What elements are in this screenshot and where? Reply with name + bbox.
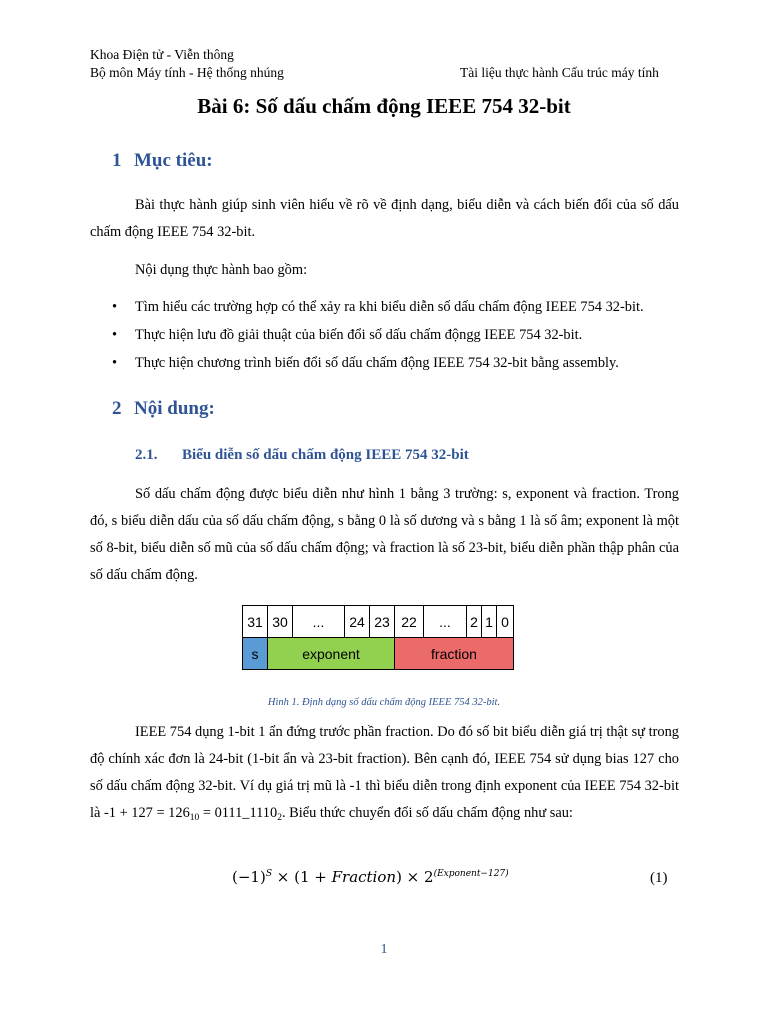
bullet-icon: •	[112, 299, 118, 315]
objective-list	[90, 298, 690, 382]
field-row	[243, 638, 514, 670]
bit-label: 1	[482, 606, 497, 638]
bit-label: 2	[467, 606, 482, 638]
bit-label: 30	[268, 606, 293, 638]
subsection-2-1-number: 2.1.	[135, 447, 158, 463]
page-number: 1	[380, 942, 388, 957]
section-1-heading	[112, 150, 412, 174]
section-2-title: Nội dung:	[134, 398, 215, 419]
section-2-paragraph-1: Số dấu chấm động được biểu diễn như hình 1 bằng 3 trường: s, exponent và fraction. Trong đó, s biểu diễn dấu của số dấu chấm động, s bằng 0 là số dương và s bằng 1 là số âm; exponent là một số 8-bit, biểu diễn số mũ của số dấu chấm động; và fraction là số 23-bit, biểu diễn phần thập phân của số dấu chấm động.	[90, 486, 679, 583]
list-item: • Thực hiện chương trình biến đổi số dấu chấm động IEEE 754 32-bit bằng assembly.	[112, 355, 619, 371]
figure-caption: Hình 1. Định dạng số dấu chấm động IEEE 754 32-bit.	[267, 697, 501, 708]
field-exponent: exponent	[268, 638, 395, 670]
list-item: • Tìm hiểu các trường hợp có thể xảy ra khi biểu diễn số dấu chấm động IEEE 754 32-bit.	[112, 299, 644, 315]
section-1-number: 1	[112, 150, 122, 171]
bit-label: 31	[243, 606, 268, 638]
section-1-intro: Bài thực hành giúp sinh viên hiểu về rõ về định dạng, biểu diễn và cách biến đổi của số dấu chấm động IEEE 754 32-bit.	[90, 197, 679, 240]
subsection-2-1-heading	[135, 447, 635, 467]
bullet-icon: •	[112, 327, 118, 343]
section-2-number: 2	[112, 398, 122, 419]
field-sign: s	[243, 638, 268, 670]
bit-label: 24	[345, 606, 370, 638]
conversion-formula: $(-1)^S \times (1$ + Fraction) × $2^{(Exponent-127)}$	[232, 868, 509, 886]
document-title: Bài 6: Số dấu chấm động IEEE 754 32-bit	[197, 94, 571, 118]
bit-label: 22	[395, 606, 424, 638]
bit-index-row	[243, 606, 514, 638]
header-doc-type: Tài liệu thực hành Cấu trúc máy tính	[460, 65, 659, 80]
section-1-content-label: Nội dụng thực hành bao gồm:	[135, 262, 308, 278]
ieee754-format-table	[242, 605, 514, 670]
section-2-heading	[112, 398, 412, 422]
equation-number: (1)	[650, 870, 668, 886]
bullet-icon: •	[112, 355, 118, 371]
header-faculty: Khoa Điện tử - Viễn thông	[90, 47, 234, 62]
bit-label: 0	[497, 606, 514, 638]
section-1-title: Mục tiêu:	[134, 150, 213, 171]
header-department: Bộ môn Máy tính - Hệ thống nhúng	[90, 65, 284, 80]
bit-label: ...	[293, 606, 345, 638]
list-item: • Thực hiện lưu đồ giải thuật của biến đổi số dấu chấm độngg IEEE 754 32-bit.	[112, 327, 583, 343]
bit-label: ...	[424, 606, 467, 638]
field-fraction: fraction	[395, 638, 514, 670]
section-2-paragraph-2: IEEE 754 dụng 1-bit 1 ẩn đứng trước phần fraction. Do đó số bit biểu diễn giá trị thật sự trong độ chính xác đơn là 24-bit (1-bit ẩn và 23-bit fraction). Bên cạnh đó, IEEE 754 sử dụng bias 127 cho số dấu chấm động 32-bit. Ví dụ giá trị mũ là -1 thì biểu diễn trong định exponent của IEEE 754 32-bit là $-1 + 127 = 126_{10}$ = $0111\_1110_2$. Biểu thức chuyển đổi số dấu chấm động như sau:	[90, 724, 679, 823]
bit-label: 23	[370, 606, 395, 638]
subsection-2-1-title: Biểu diễn số dấu chấm động IEEE 754 32-bit	[182, 447, 469, 463]
